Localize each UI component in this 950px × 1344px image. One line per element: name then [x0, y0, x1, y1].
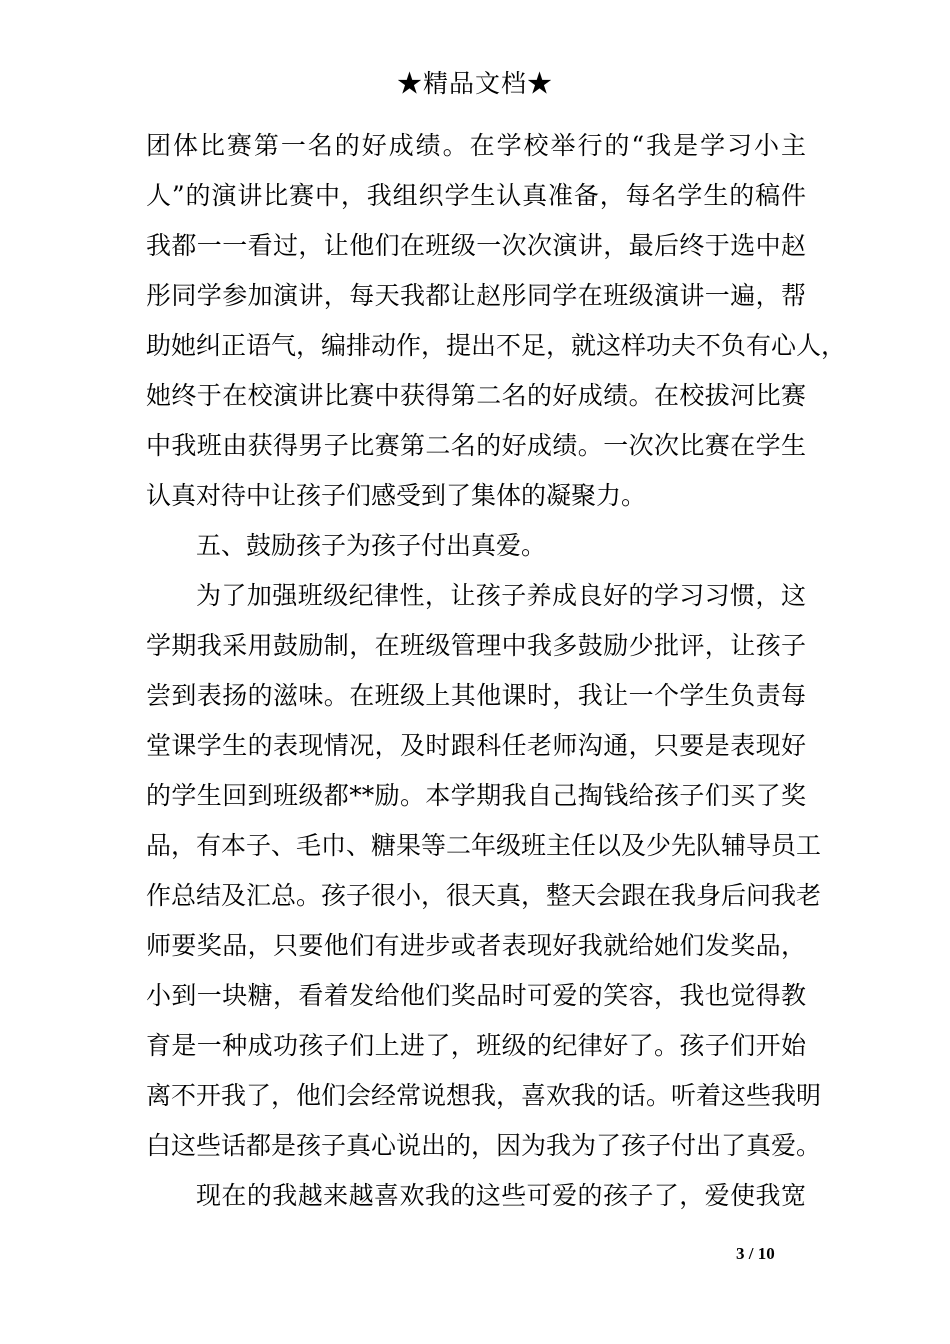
text-line: 的学生回到班级都**励。本学期我自己掏钱给孩子们买了奖	[146, 781, 806, 810]
text-line: 她终于在校演讲比赛中获得第二名的好成绩。在校拔河比赛	[146, 381, 806, 410]
text-line: 我都一一看过，让他们在班级一次次演讲，最后终于选中赵	[146, 231, 806, 260]
text-line: 育是一种成功孩子们上进了，班级的纪律好了。孩子们开始	[146, 1031, 806, 1060]
text-line: 尝到表扬的滋味。在班级上其他课时，我让一个学生负责每	[146, 681, 806, 710]
text-line: 彤同学参加演讲，每天我都让赵彤同学在班级演讲一遍，帮	[146, 281, 806, 310]
text-line: 为了加强班级纪律性，让孩子养成良好的学习习惯，这	[196, 581, 806, 610]
page-number: 3 / 10	[736, 1244, 775, 1263]
text-line: 小到一块糖，看着发给他们奖品时可爱的笑容，我也觉得教	[146, 981, 806, 1010]
text-line: 白这些话都是孩子真心说出的，因为我为了孩子付出了真爱。	[146, 1131, 822, 1160]
text-line: 认真对待中让孩子们感受到了集体的凝聚力。	[146, 481, 647, 510]
text-line: 作总结及汇总。孩子很小，很天真，整天会跟在我身后问我老	[146, 881, 822, 910]
text-line: 师要奖品，只要他们有进步或者表现好我就给她们发奖品，	[146, 931, 806, 960]
text-line: 团体比赛第一名的好成绩。在学校举行的“我是学习小主	[146, 131, 806, 160]
text-line: 中我班由获得男子比赛第二名的好成绩。一次次比赛在学生	[146, 431, 806, 460]
text-line: 学期我采用鼓励制，在班级管理中我多鼓励少批评，让孩子	[146, 631, 806, 660]
page-header-title: ★精品文档★	[396, 69, 553, 98]
text-line: 助她纠正语气，编排动作，提出不足，就这样功夫不负有心人，	[146, 331, 847, 360]
text-line: 人”的演讲比赛中，我组织学生认真准备，每名学生的稿件	[146, 181, 806, 210]
text-line: 现在的我越来越喜欢我的这些可爱的孩子了，爱使我宽	[196, 1181, 806, 1210]
text-line: 离不开我了，他们会经常说想我，喜欢我的话。听着这些我明	[146, 1081, 822, 1110]
section-heading: 五、鼓励孩子为孩子付出真爱。	[196, 531, 547, 560]
text-line: 堂课学生的表现情况，及时跟科任老师沟通，只要是表现好	[146, 731, 806, 760]
text-line: 品，有本子、毛巾、糖果等二年级班主任以及少先队辅导员工	[146, 831, 822, 860]
document-body	[146, 121, 847, 1221]
